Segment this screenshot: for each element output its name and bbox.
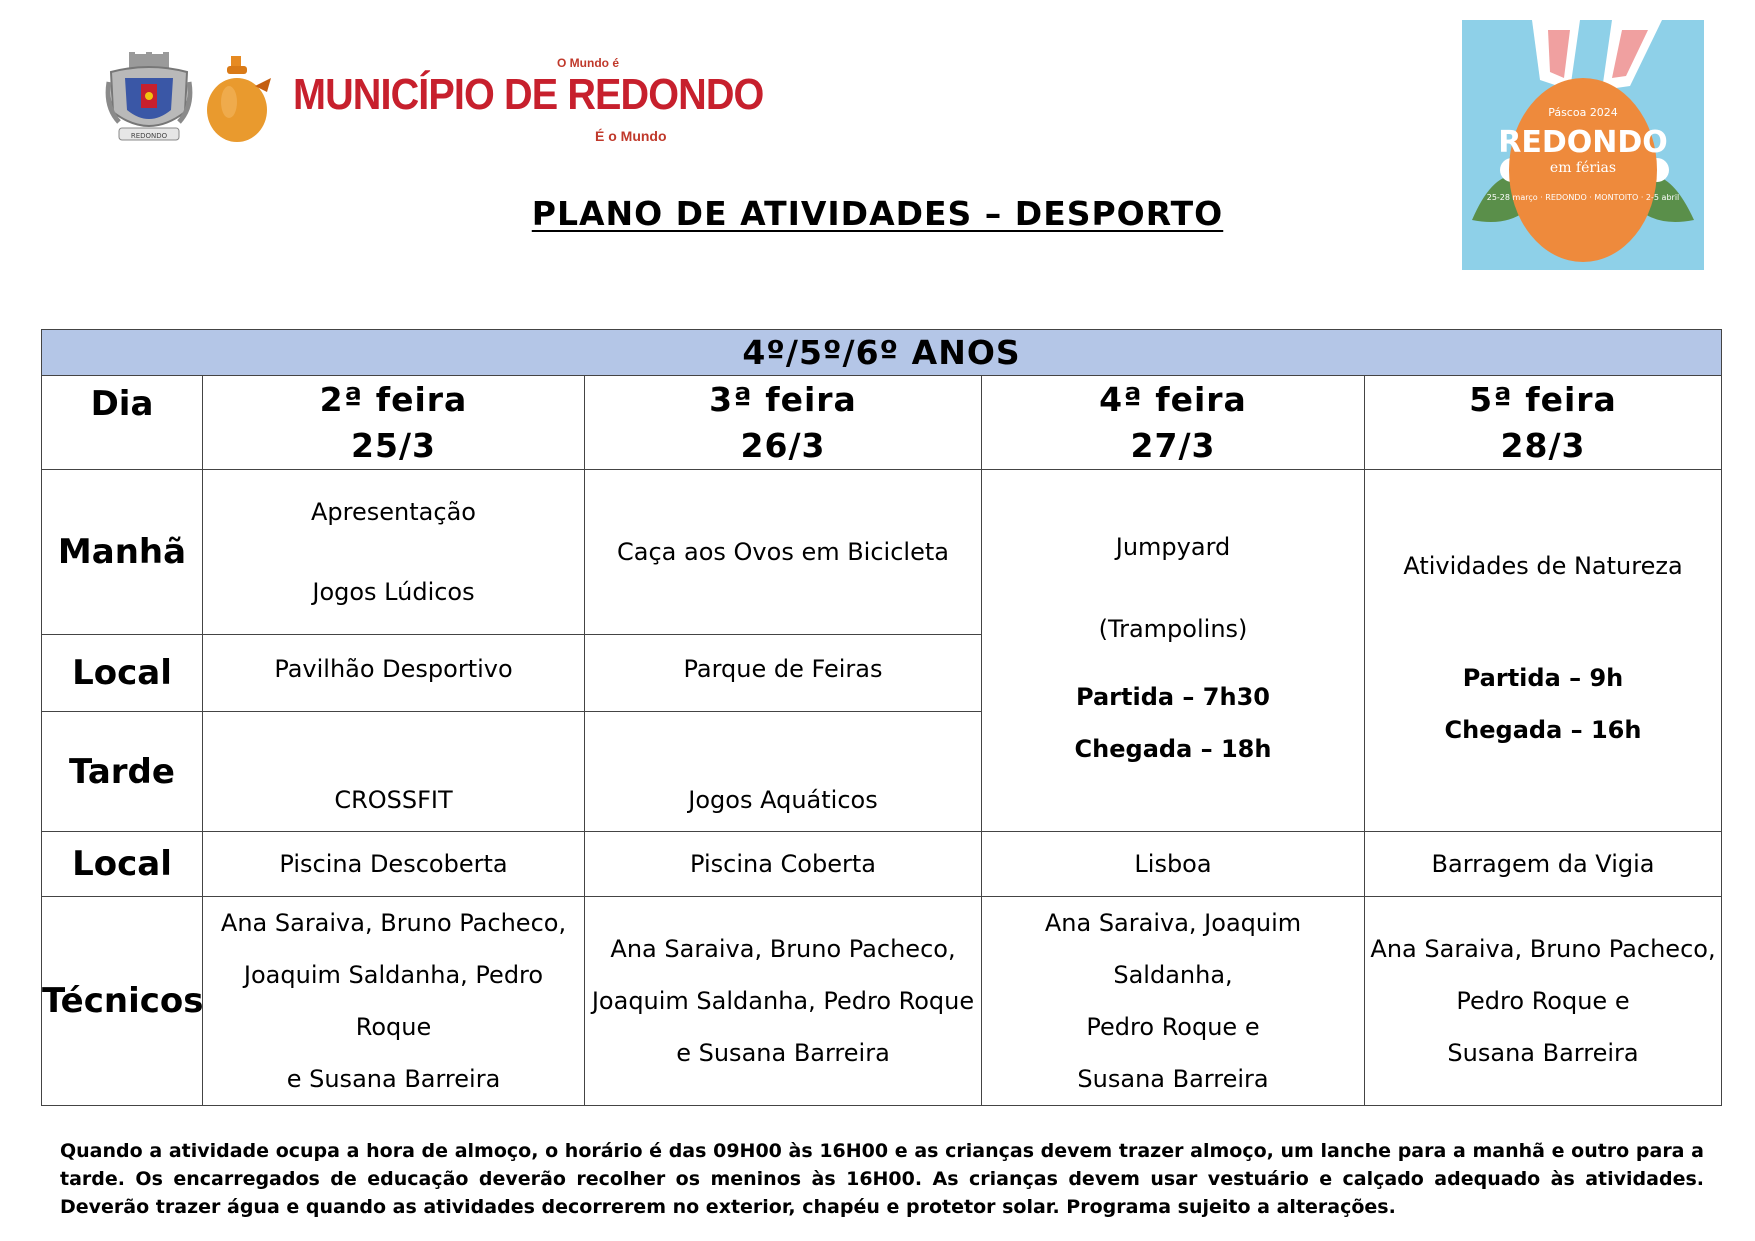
brand-name: MUNICÍPIO DE REDONDO xyxy=(293,70,764,119)
brand-tagline-top: O Mundo é xyxy=(557,56,619,70)
day-header: 4ª feira 27/3 xyxy=(982,376,1365,470)
municipality-logo xyxy=(105,52,764,147)
age-group-band: 4º/5º/6º ANOS xyxy=(42,330,1722,376)
footer-note: Quando a atividade ocupa a hora de almoço, o horário é das 09H00 às 16H00 e as crianças devem trazer almoço, um lanche para a manhã e outro para a tarde. Os encarregados de educação deverão recolher os meninos às 16H00. As crianças devem usar vestuário e calçado adequado às atividades. Deverão trazer água e quando as atividades decorrerem no exterior, chapéu e protetor solar. Programa sujeito a alterações. xyxy=(60,1140,1704,1218)
label-dia: Dia xyxy=(42,376,203,470)
label-tecnicos: Técnicos xyxy=(42,897,203,1106)
table-row-days xyxy=(42,376,1722,470)
table-row-manha xyxy=(42,470,1722,635)
brand-tagline-bottom: É o Mundo xyxy=(595,128,667,144)
label-local: Local xyxy=(42,832,203,897)
table-row-local-tarde xyxy=(42,832,1722,897)
day-header: 5ª feira 28/3 xyxy=(1365,376,1722,470)
cell-manha: Caça aos Ovos em Bicicleta xyxy=(585,470,982,635)
label-manha: Manhã xyxy=(42,470,203,635)
cell-tecnicos: Ana Saraiva, Joaquim Saldanha, Pedro Roque e Susana Barreira xyxy=(982,897,1365,1106)
label-tarde: Tarde xyxy=(42,712,203,832)
table-band-row xyxy=(42,330,1722,376)
activities-table xyxy=(41,329,1722,1106)
poster-year: Páscoa 2024 xyxy=(1548,106,1618,119)
cell-local: Barragem da Vigia xyxy=(1365,832,1722,897)
cell-tarde: CROSSFIT xyxy=(203,712,585,832)
crest-caption: REDONDO xyxy=(130,132,168,140)
cell-tecnicos: Ana Saraiva, Bruno Pacheco, Joaquim Saldanha, Pedro Roque e Susana Barreira xyxy=(203,897,585,1106)
poster-subtitle: em férias xyxy=(1549,160,1617,176)
cell-local: Piscina Coberta xyxy=(585,832,982,897)
day-header: 2ª feira 25/3 xyxy=(203,376,585,470)
cell-local: Piscina Descoberta xyxy=(203,832,585,897)
cell-tarde: Jogos Aquáticos xyxy=(585,712,982,832)
cell-local: Pavilhão Desportivo xyxy=(203,635,585,712)
cell-local: Lisboa xyxy=(982,832,1365,897)
poster-dates: 25-28 março · REDONDO · MONTOITO · 2-5 abril xyxy=(1486,193,1680,202)
cell-full-day: Jumpyard (Trampolins) Partida – 7h30 Chegada – 18h xyxy=(982,470,1365,832)
day-header: 3ª feira 26/3 xyxy=(585,376,982,470)
cell-tecnicos: Ana Saraiva, Bruno Pacheco, Joaquim Saldanha, Pedro Roque e Susana Barreira xyxy=(585,897,982,1106)
table-row-tecnicos xyxy=(42,897,1722,1106)
cell-manha: Apresentação Jogos Lúdicos xyxy=(203,470,585,635)
coat-of-arms-icon xyxy=(105,52,193,144)
label-local: Local xyxy=(42,635,203,712)
pottery-jar-icon xyxy=(205,56,273,144)
cell-local: Parque de Feiras xyxy=(585,635,982,712)
cell-full-day: Atividades de Natureza Partida – 9h Chegada – 16h xyxy=(1365,470,1722,832)
page-title: PLANO DE ATIVIDADES – DESPORTO xyxy=(531,194,1224,233)
cell-tecnicos: Ana Saraiva, Bruno Pacheco, Pedro Roque e Susana Barreira xyxy=(1365,897,1722,1106)
poster-title: REDONDO xyxy=(1498,125,1668,160)
